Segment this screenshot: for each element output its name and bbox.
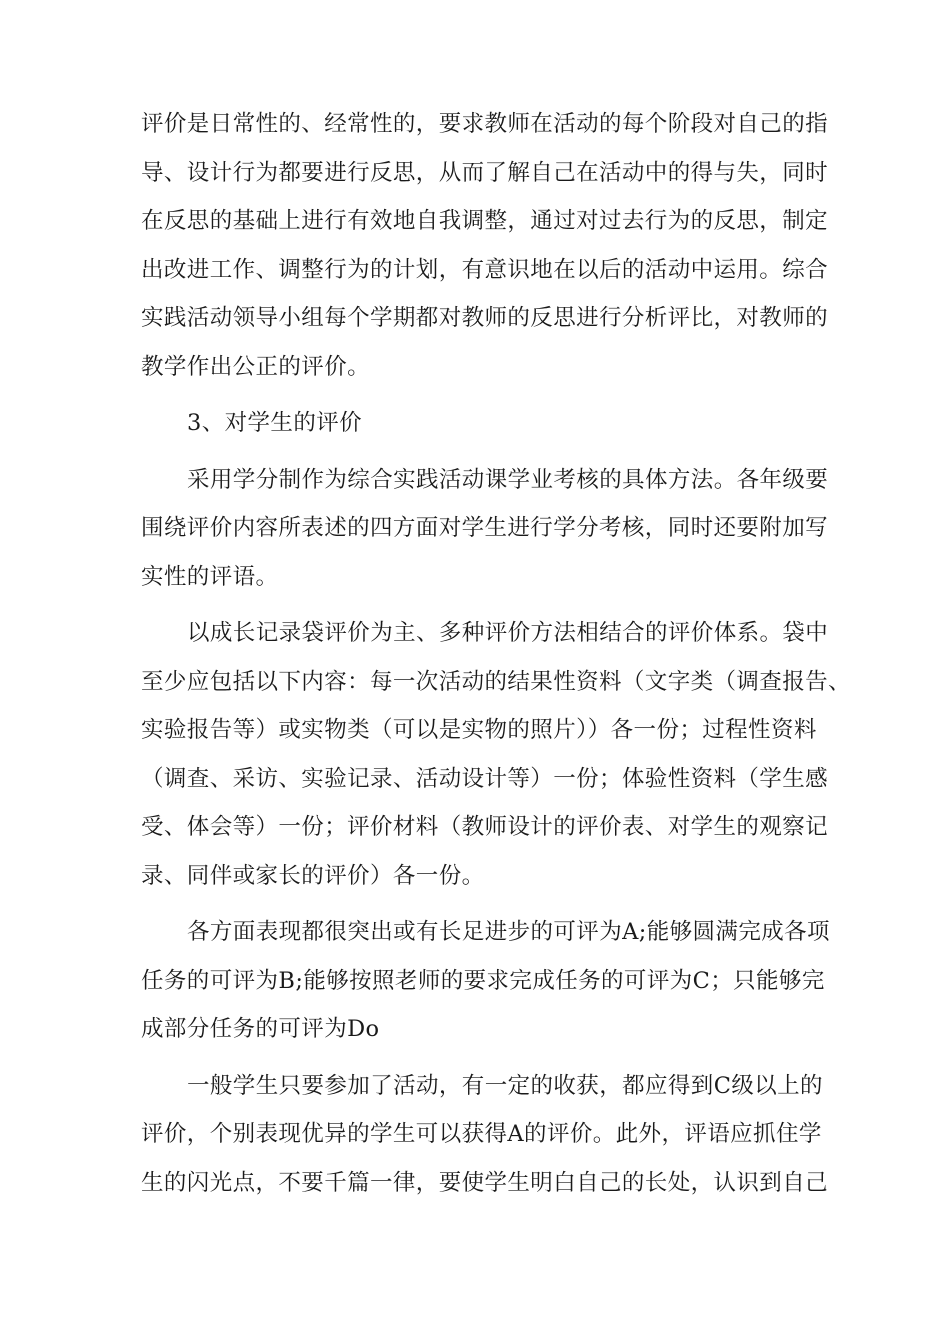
text-line: 评价是日常性的、经常性的，要求教师在活动的每个阶段对自己的指 [141, 111, 829, 137]
document-page [141, 100, 851, 1207]
text-line: 实验报告等）或实物类（可以是实物的照片））各一份；过程性资料 [141, 717, 817, 743]
text-line: 导、设计行为都要进行反思，从而了解自己在活动中的得与失，同时 [141, 159, 829, 186]
text-line: 评价，个别表现优异的学生可以获得A的评价。此外，评语应抓住学 [141, 1121, 822, 1147]
text-line: 实践活动领导小组每个学期都对教师的反思进行分析评比，对教师的 [141, 305, 829, 331]
paragraph-general-students [141, 1062, 833, 1208]
text-line: 采用学分制作为综合实践活动课学业考核的具体方法。各年级要 [187, 466, 829, 493]
paragraph-teacher-reflection [141, 100, 833, 391]
text-line: 一般学生只要参加了活动，有一定的收获，都应得到C级以上的 [187, 1072, 823, 1099]
text-line: 围绕评价内容所表述的四方面对学生进行学分考核，同时还要附加写 [141, 515, 829, 541]
text-line: 在反思的基础上进行有效地自我调整，通过对过去行为的反思，制定 [141, 208, 829, 234]
text-line: 受、体会等）一份；评价材料（教师设计的评价表、对学生的观察记 [141, 814, 829, 840]
text-line: 出改进工作、调整行为的计划，有意识地在以后的活动中运用。综合 [141, 256, 829, 283]
paragraph-credit-system [141, 456, 833, 602]
text-line: 成部分任务的可评为Do [141, 1016, 380, 1042]
paragraph-growth-portfolio [141, 609, 851, 900]
text-line: （调查、采访、实验记录、活动设计等）一份；体验性资料（学生感 [141, 765, 829, 792]
paragraph-grade-levels [141, 908, 833, 1054]
heading-line: 3、对学生的评价 [187, 410, 363, 436]
text-line: 以成长记录袋评价为主、多种评价方法相结合的评价体系。袋中 [187, 620, 829, 646]
text-line: 实性的评语。 [141, 563, 279, 590]
text-line: 生的闪光点，不要千篇一律，要使学生明白自己的长处，认识到自己 [141, 1169, 829, 1196]
text-line: 教学作出公正的评价。 [141, 353, 371, 380]
text-line: 任务的可评为B;能够按照老师的要求完成任务的可评为C；只能够完 [141, 967, 825, 994]
text-line: 至少应包括以下内容：每一次活动的结果性资料（文字类（调查报告、 [141, 668, 851, 695]
section-heading-student-evaluation [141, 399, 833, 448]
text-line: 各方面表现都很突出或有长足进步的可评为A;能够圆满完成各项 [187, 919, 830, 945]
text-line: 录、同伴或家长的评价）各一份。 [141, 862, 485, 889]
